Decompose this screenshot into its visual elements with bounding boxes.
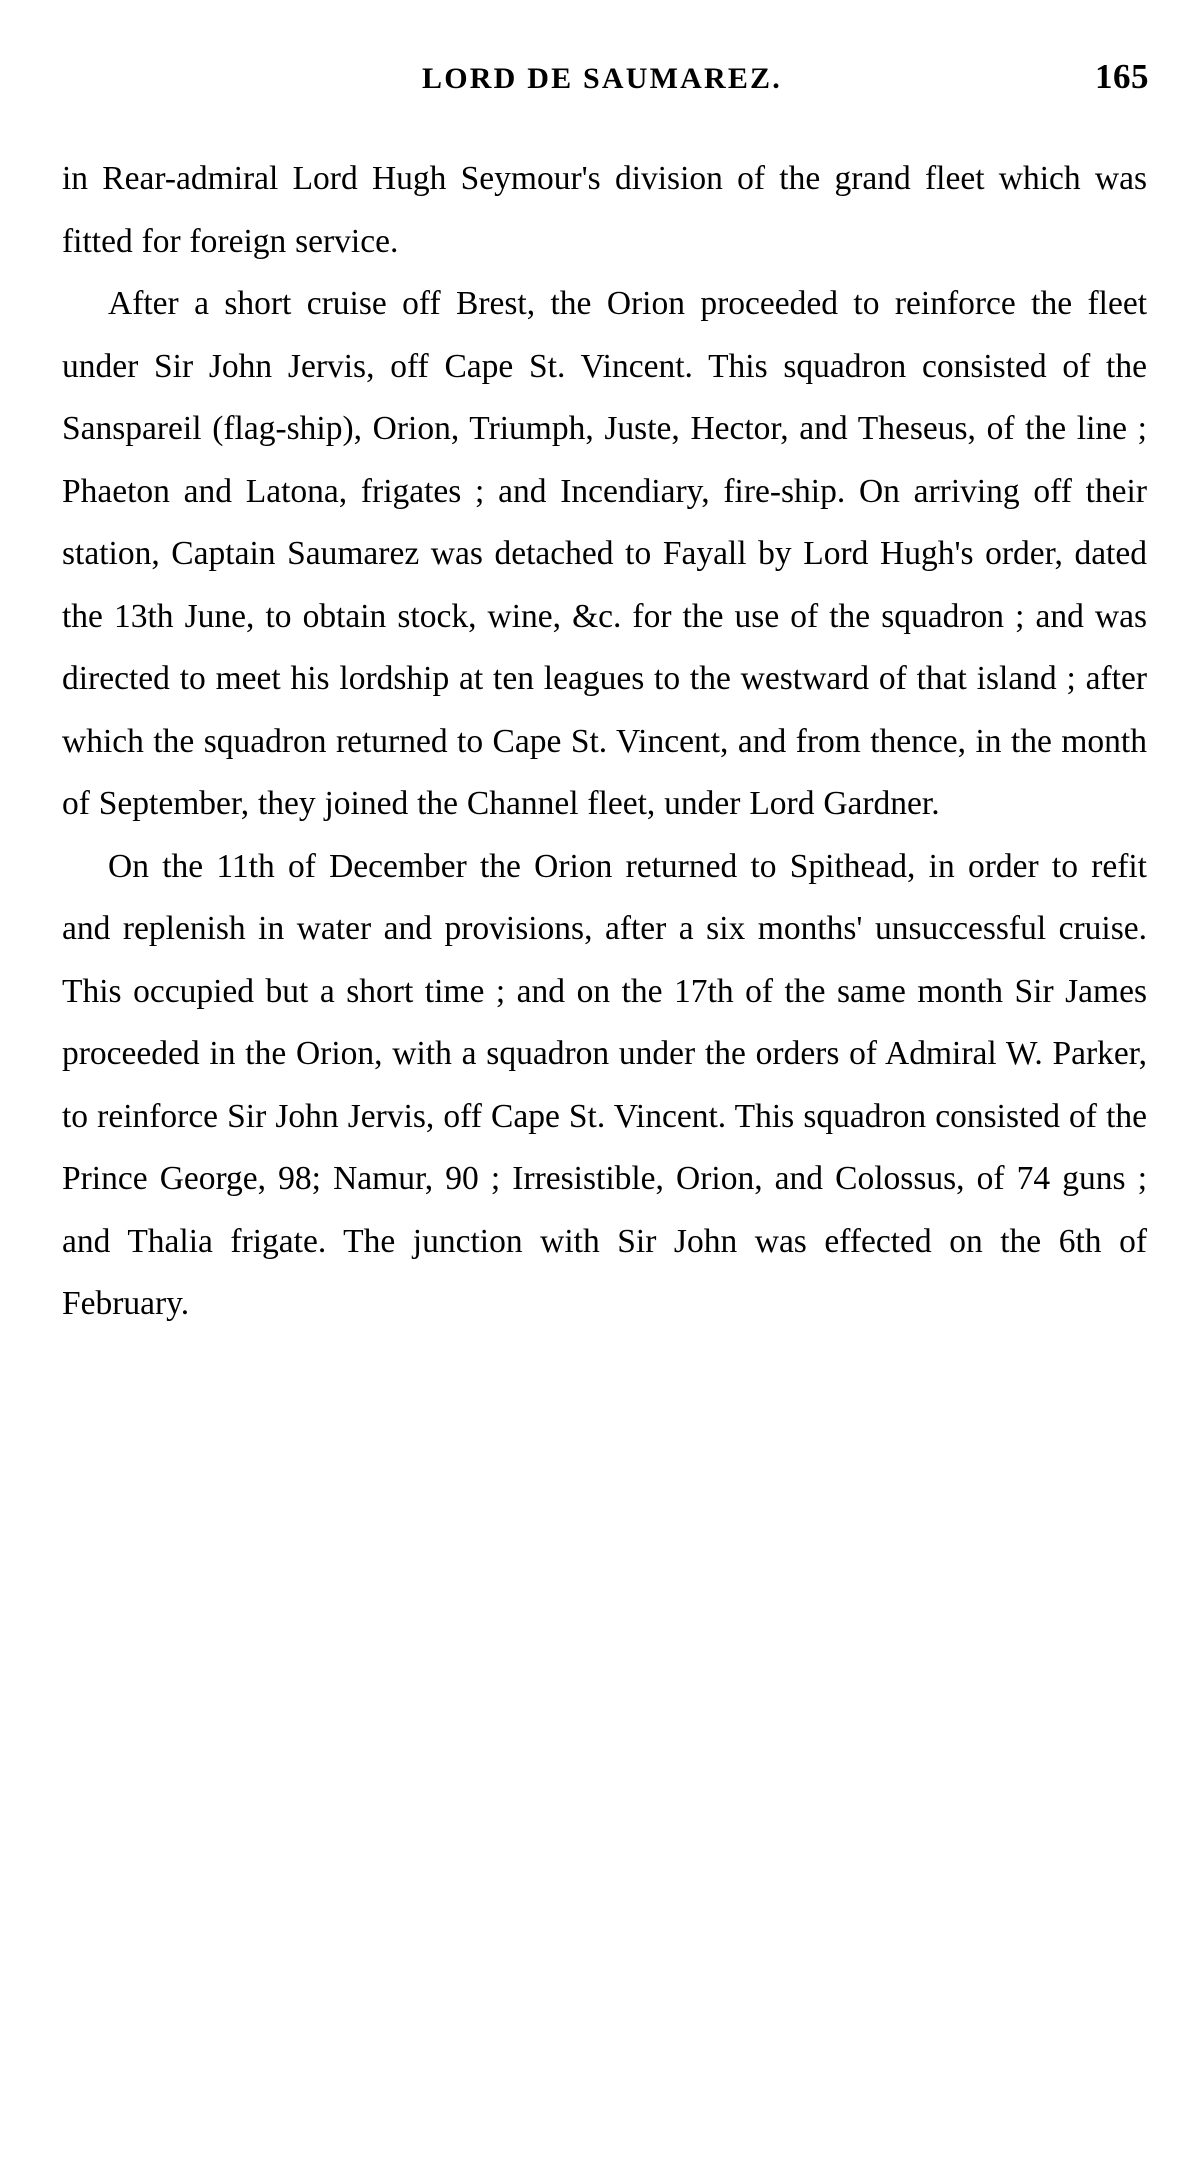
paragraph-december-spithead: On the 11th of December the Orion returned to Spithead, in order to refit and replenish in water and provisions, after a six months' unsuccessful cruise. This occupied but a short time ; and on the 17th of the same month Sir James proceeded in the Orion, with a squadron under the orders of Admiral W. Parker, to reinforce Sir John Jervis, off Cape St. Vincent. This squadron consisted of the Prince George, 98; Namur, 90 ; Irresistible, Orion, and Colossus, of 74 guns ; and Thalia frigate. The junction with Sir John was effected on the 6th of February.: [62, 847, 1147, 1322]
paragraph-cruise-off-brest: After a short cruise off Brest, the Orion proceeded to reinforce the fleet under Sir John Jervis, off Cape St. Vincent. This squadron consisted of the Sanspareil (flag-ship), Orion, Triumph, Juste, Hector, and Theseus, of the line ; Phaeton and Latona, frigates ; and Incendiary, fire-ship. On arriving off their station, Captain Saumarez was detached to Fayall by Lord Hugh's order, dated the 13th June, to obtain stock, wine, &c. for the use of the squadron ; and was directed to meet his lordship at ten leagues to the westward of that island ; after which the squadron returned to Cape St. Vincent, and from thence, in the month of September, they joined the Channel fleet, under Lord Gardner.: [62, 285, 1147, 822]
page-body: [62, 148, 1147, 1336]
page-header: [60, 62, 1144, 108]
running-title: LORD DE SAUMAREZ.: [422, 62, 782, 95]
paragraph-continuation: in Rear-admiral Lord Hugh Seymour's division of the grand fleet which was fitted for foreign service.: [62, 160, 1147, 260]
page-number: 165: [1095, 57, 1149, 96]
